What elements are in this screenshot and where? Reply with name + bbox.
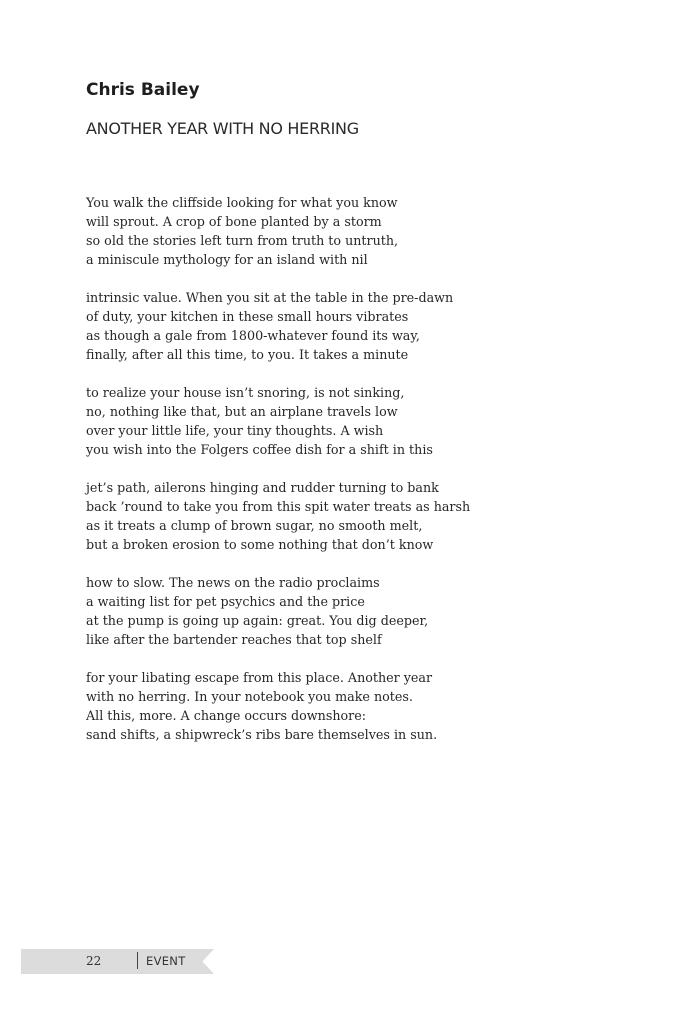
poem-line: intrinsic value. When you sit at the table in the pre-dawn (86, 290, 454, 305)
author-first-name: Chris (86, 80, 135, 100)
poem-body (86, 193, 470, 763)
poem-line: at the pump is going up again: great. You dig deeper, (86, 613, 429, 628)
page-number: 22 (86, 954, 102, 968)
poem-line: back ’round to take you from this spit water treats as harsh (86, 499, 471, 514)
poem-line: sand shifts, a shipwreck’s ribs bare themselves in sun. (86, 727, 438, 742)
footer-divider (137, 952, 138, 969)
stanza (86, 478, 470, 554)
stanza (86, 383, 470, 459)
stanza (86, 193, 470, 269)
poem-line: of duty, your kitchen in these small hours vibrates (86, 309, 409, 324)
poem-line: as though a gale from 1800-whatever found its way, (86, 328, 420, 343)
poem-line: for your libating escape from this place. Another year (86, 670, 433, 685)
poem-line: so old the stories left turn from truth to untruth, (86, 233, 399, 248)
poem-line: how to slow. The news on the radio proclaims (86, 575, 380, 590)
poem-line: a miniscule mythology for an island with nil (86, 252, 368, 267)
poem-line: to realize your house isn’t snoring, is not sinking, (86, 385, 405, 400)
poem-line: no, nothing like that, but an airplane travels low (86, 404, 398, 419)
poem-line: over your little life, your tiny thoughts. A wish (86, 423, 384, 438)
poem-line: All this, more. A change occurs downshore: (86, 708, 366, 723)
poem-line: You walk the cliffside looking for what you know (86, 195, 398, 210)
poem-line: will sprout. A crop of bone planted by a storm (86, 214, 382, 229)
poem-line: jet’s path, ailerons hinging and rudder turning to bank (86, 480, 439, 495)
poem-line: but a broken erosion to some nothing that don’t know (86, 537, 434, 552)
poem-line: you wish into the Folgers coffee dish for a shift in this (86, 442, 433, 457)
poem-line: finally, after all this time, to you. It takes a minute (86, 347, 409, 362)
poem-line: like after the bartender reaches that top shelf (86, 632, 382, 647)
poem-line: a waiting list for pet psychics and the price (86, 594, 365, 609)
author-last-name: Bailey (140, 80, 200, 100)
poem-line: with no herring. In your notebook you make notes. (86, 689, 413, 704)
stanza (86, 668, 470, 744)
poem-title: ANOTHER YEAR WITH NO HERRING (86, 119, 359, 138)
poem-line: as it treats a clump of brown sugar, no smooth melt, (86, 518, 423, 533)
stanza (86, 573, 470, 649)
stanza (86, 288, 470, 364)
magazine-name: EVENT (146, 954, 186, 968)
author-name (86, 80, 200, 100)
